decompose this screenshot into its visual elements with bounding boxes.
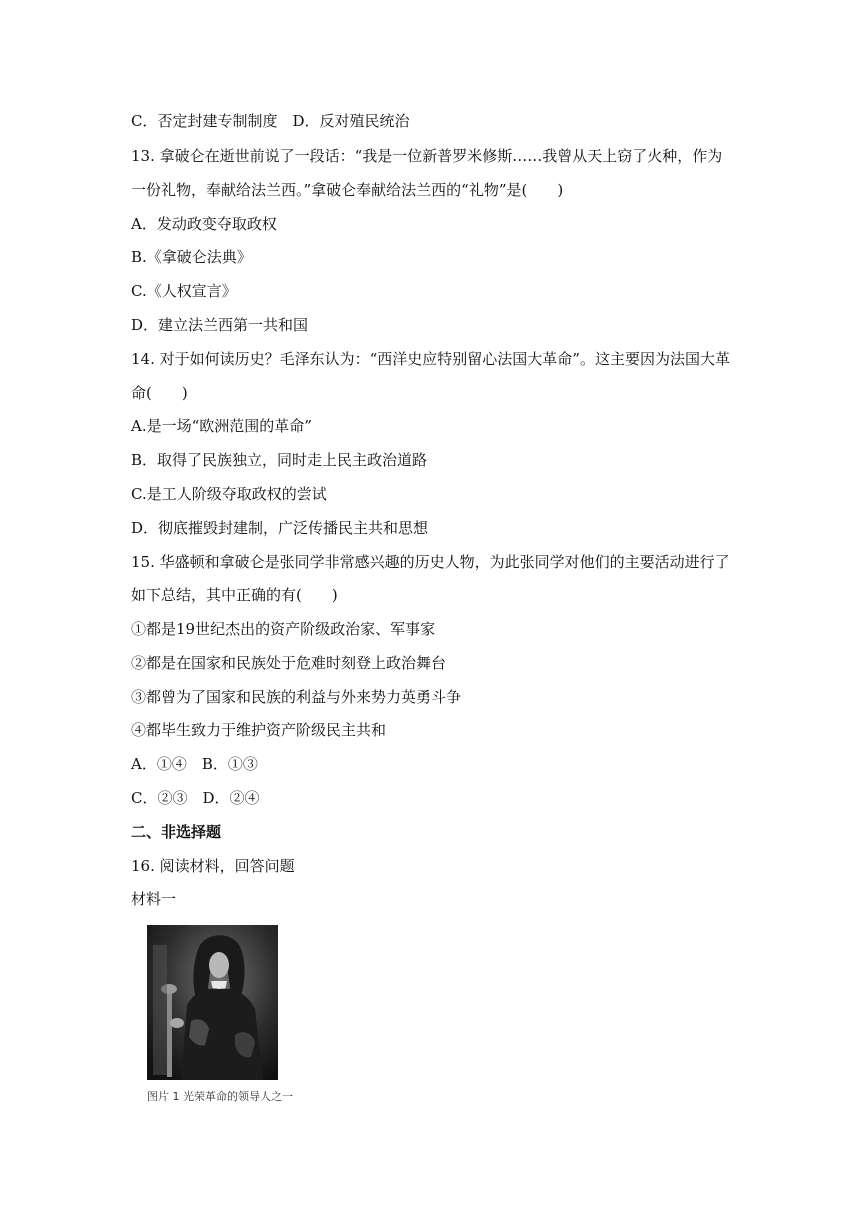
q14-option-c: C.是工人阶级夺取政权的尝试	[131, 485, 327, 503]
q13-option-d: D．建立法兰西第一共和国	[131, 316, 309, 334]
portrait-image	[147, 925, 278, 1080]
section-heading: 二、非选择题	[131, 823, 222, 841]
q14-option-a: A.是一场“欧洲范围的革命”	[131, 417, 312, 435]
q13-option-c: C.《人权宣言》	[131, 282, 237, 300]
q16-stem: 16. 阅读材料，回答问题	[131, 857, 295, 875]
q13-option-b: B.《拿破仑法典》	[131, 248, 252, 266]
material-one-label: 材料一	[131, 890, 177, 908]
q15-statement-1: ①都是19世纪杰出的资产阶级政治家、军事家	[131, 620, 436, 638]
q13-stem-line1: 13. 拿破仑在逝世前说了一段话：“我是一位新普罗米修斯……我曾从天上窃了火种，作为	[131, 147, 723, 165]
q15-stem-line1: 15. 华盛顿和拿破仑是张同学非常感兴趣的历史人物，为此张同学对他们的主要活动进行了	[131, 553, 730, 571]
q14-option-b: B．取得了民族独立，同时走上民主政治道路	[131, 451, 428, 469]
q15-stem-line2: 如下总结，其中正确的有( )	[131, 586, 338, 604]
q13-option-a: A．发动政变夺取政权	[131, 215, 277, 233]
q15-statement-3: ③都曾为了国家和民族的利益与外来势力英勇斗争	[131, 688, 462, 706]
q15-statement-2: ②都是在国家和民族处于危难时刻登上政治舞台	[131, 654, 447, 672]
q15-options-ab: A．①④ B．①③	[131, 755, 258, 773]
figure-caption: 图片 1 光荣革命的领导人之一	[147, 1090, 293, 1103]
q13-stem-line2: 一份礼物，奉献给法兰西。”拿破仑奉献给法兰西的“礼物”是( )	[131, 181, 564, 199]
q14-option-d: D．彻底摧毁封建制，广泛传播民主共和思想	[131, 519, 429, 537]
q14-stem-line1: 14. 对于如何读历史？毛泽东认为：“西洋史应特别留心法国大革命”。这主要因为法国大革	[131, 350, 730, 368]
q14-stem-line2: 命( )	[131, 384, 188, 402]
q12-options-cd: C．否定封建专制制度 D．反对殖民统治	[131, 112, 410, 130]
q15-options-cd: C．②③ D．②④	[131, 789, 260, 807]
q15-statement-4: ④都毕生致力于维护资产阶级民主共和	[131, 721, 387, 739]
